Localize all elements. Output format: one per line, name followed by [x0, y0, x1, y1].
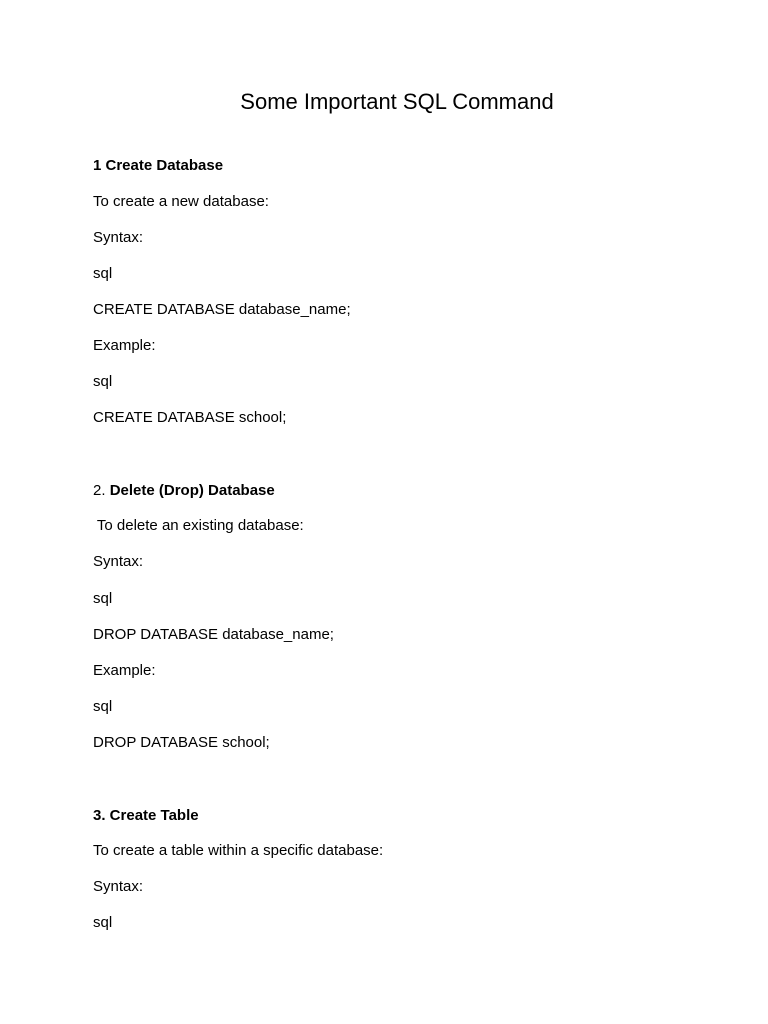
example-code: CREATE DATABASE school; [93, 409, 287, 426]
code-language-label: sql [93, 373, 113, 390]
code-language-label: sql [93, 914, 113, 931]
section-heading-drop-database [93, 481, 275, 501]
code-language-label: sql [93, 698, 113, 715]
example-label: Example: [93, 662, 156, 679]
section-description: To create a new database: [93, 193, 269, 210]
section-heading-number: 2. [93, 482, 110, 499]
section-heading-create-database: 1 Create Database [93, 157, 224, 174]
page-title: Some Important SQL Command [240, 89, 554, 114]
example-code: DROP DATABASE school; [93, 734, 270, 751]
code-language-label: sql [93, 265, 113, 282]
syntax-label: Syntax: [93, 878, 144, 895]
section-heading-text: Delete (Drop) Database [109, 482, 275, 499]
syntax-label: Syntax: [93, 229, 144, 246]
section-description: To create a table within a specific database: [93, 842, 384, 859]
syntax-label: Syntax: [93, 553, 144, 570]
section-description: To delete an existing database: [93, 517, 304, 534]
syntax-code: CREATE DATABASE database_name; [93, 301, 351, 318]
section-heading-create-table: 3. Create Table [93, 807, 199, 824]
code-language-label: sql [93, 590, 113, 607]
example-label: Example: [93, 337, 156, 354]
syntax-code: DROP DATABASE database_name; [93, 626, 334, 643]
